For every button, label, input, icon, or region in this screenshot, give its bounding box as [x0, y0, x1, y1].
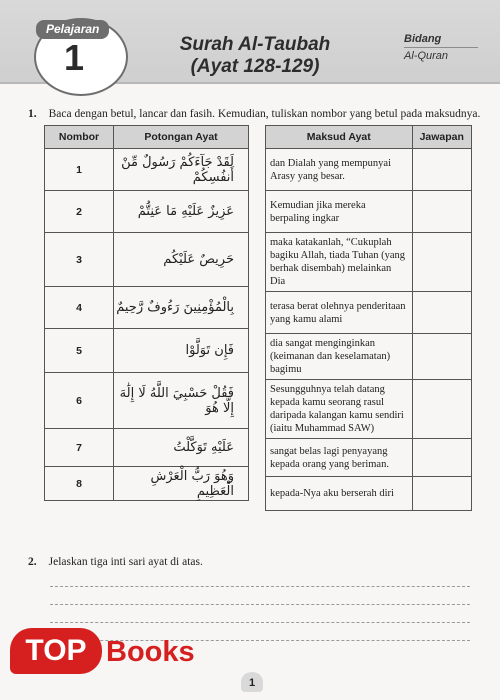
page-number: 1	[241, 672, 263, 692]
maksud-row	[266, 149, 472, 191]
header-potongan-ayat: Potongan Ayat	[114, 126, 249, 149]
row-number: 8	[45, 467, 114, 501]
ayat-row	[45, 191, 249, 233]
question-1-text: Baca dengan betul, lancar dan fasih. Kemudian, tuliskan nombor yang betul pada maksudnya.	[48, 108, 481, 120]
ayat-row	[45, 329, 249, 373]
jawapan-cell[interactable]	[412, 191, 472, 233]
row-number: 3	[45, 233, 114, 287]
maksud-row	[266, 477, 472, 511]
jawapan-cell[interactable]	[412, 380, 472, 439]
ayat-text: عَلَيْهِ تَوَكَّلْتُ	[114, 429, 249, 467]
maksud-text: sangat belas lagi penyayang kepada orang yang beriman.	[266, 439, 413, 477]
jawapan-cell[interactable]	[412, 439, 472, 477]
row-number: 2	[45, 191, 114, 233]
maksud-row	[266, 191, 472, 233]
title-surah: Surah Al-Taubah	[179, 34, 331, 55]
maksud-text: kepada-Nya aku berserah diri	[266, 477, 413, 511]
jawapan-cell[interactable]	[412, 233, 472, 292]
header-jawapan: Jawapan	[412, 126, 472, 149]
header-nombor: Nombor	[45, 126, 114, 149]
ayat-text: بِالْمُؤْمِنِينَ رَءُوفٌ رَّحِيمٌ	[114, 287, 249, 329]
bidang-value: Al-Quran	[404, 47, 478, 62]
answer-line[interactable]	[50, 622, 470, 623]
row-number: 7	[45, 429, 114, 467]
ayat-table	[44, 125, 249, 501]
topbooks-watermark-logo	[10, 628, 240, 676]
row-number: 1	[45, 149, 114, 191]
lesson-label: Pelajaran	[36, 20, 109, 39]
maksud-text: dia sangat menginginkan (keimanan dan keselamatan) bagimu	[266, 334, 413, 380]
jawapan-cell[interactable]	[412, 477, 472, 511]
ayat-text: وَهُوَ رَبُّ الْعَرْشِ الْعَظِيمِ	[114, 467, 249, 501]
maksud-row	[266, 439, 472, 477]
maksud-row	[266, 292, 472, 334]
jawapan-cell[interactable]	[412, 149, 472, 191]
maksud-row	[266, 233, 472, 292]
lesson-number: 1	[64, 37, 85, 78]
maksud-text: dan Dialah yang mempunyai Arasy yang besar.	[266, 149, 413, 191]
ayat-text: لَقَدْ جَآءَكُمْ رَسُولٌ مِّنْ أَنفُسِكُمْ	[114, 149, 249, 191]
maksud-text: Sesungguhnya telah datang kepada kamu seorang rasul daripada kalangan kamu sendiri (iaitu Muhammad SAW)	[266, 380, 413, 439]
maksud-text: maka katakanlah, “Cukuplah bagiku Allah, tiada Tuhan (yang berhak disembah) melainkan Dia	[266, 233, 413, 292]
question-2-text: Jelaskan tiga inti sari ayat di atas.	[48, 556, 203, 568]
ayat-row	[45, 149, 249, 191]
jawapan-cell[interactable]	[412, 334, 472, 380]
ayat-row	[45, 233, 249, 287]
maksud-text: terasa berat olehnya penderitaan yang kamu alami	[266, 292, 413, 334]
maksud-row	[266, 380, 472, 439]
question-2	[28, 556, 203, 568]
ayat-row	[45, 429, 249, 467]
answer-line[interactable]	[50, 586, 470, 587]
logo-books: Books	[106, 636, 195, 668]
ayat-row	[45, 373, 249, 429]
maksud-text: Kemudian jika mereka berpaling ingkar	[266, 191, 413, 233]
ayat-text: فَقُلْ حَسْبِيَ اللَّهُ لَا إِلَٰهَ إِلَّا هُوَ	[114, 373, 249, 429]
jawapan-cell[interactable]	[412, 292, 472, 334]
ayat-row	[45, 287, 249, 329]
row-number: 4	[45, 287, 114, 329]
ayat-text: حَرِيصٌ عَلَيْكُم	[114, 233, 249, 287]
subject-field	[404, 33, 478, 62]
logo-top: TOP	[10, 628, 102, 674]
row-number: 5	[45, 329, 114, 373]
ayat-text: فَإِن تَوَلَّوْا	[114, 329, 249, 373]
maksud-row	[266, 334, 472, 380]
question-2-number: 2.	[28, 556, 37, 568]
answer-line[interactable]	[50, 604, 470, 605]
question-1-number: 1.	[28, 108, 37, 120]
bidang-label: Bidang	[404, 33, 442, 45]
title-ayat: (Ayat 128-129)	[190, 56, 320, 77]
row-number: 6	[45, 373, 114, 429]
ayat-row	[45, 467, 249, 501]
page-title	[150, 34, 360, 78]
page-header	[0, 0, 500, 84]
question-1	[28, 108, 480, 120]
maksud-table	[265, 125, 472, 511]
ayat-text: عَزِيزٌ عَلَيْهِ مَا عَنِتُّمْ	[114, 191, 249, 233]
header-maksud-ayat: Maksud Ayat	[266, 126, 413, 149]
